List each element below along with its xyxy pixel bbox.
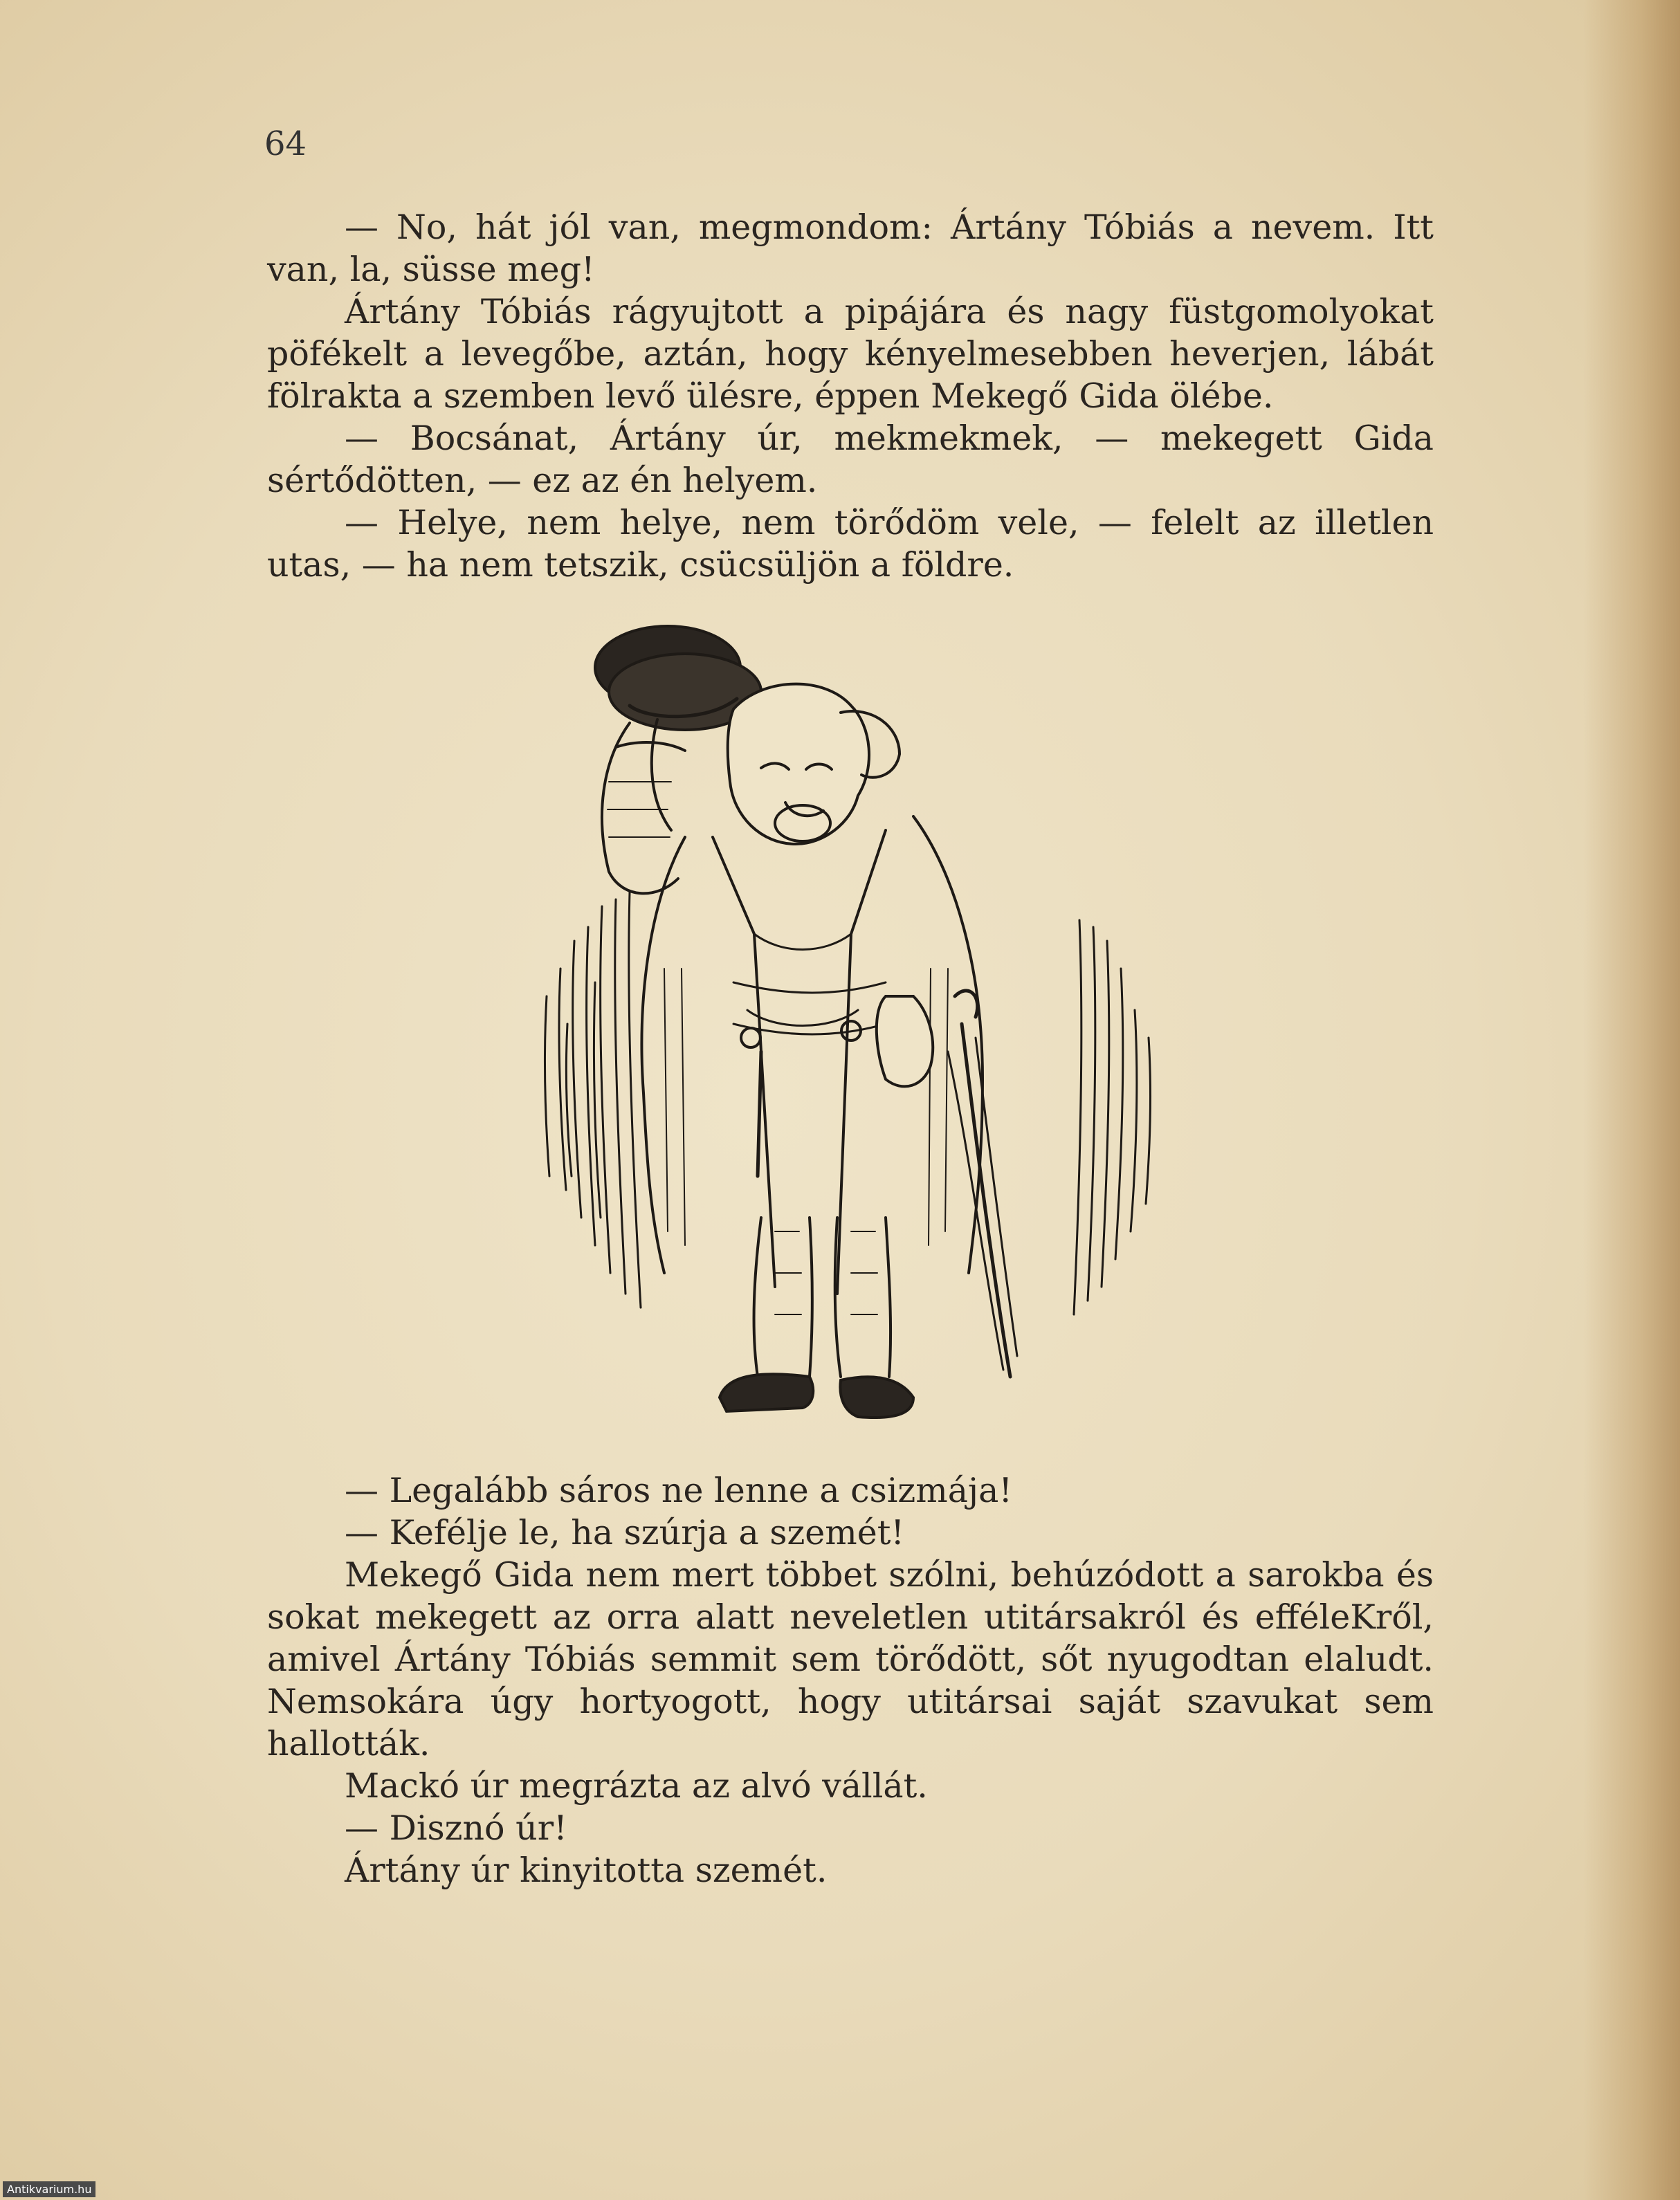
shoes [720,1374,913,1418]
flask [877,996,933,1086]
hatching-left [545,892,641,1308]
pig-gentleman-illustration [526,609,1176,1453]
raised-arm [602,719,685,893]
hatching-right [1074,920,1151,1314]
watermark: Antikvarium.hu [3,2181,95,2197]
paragraph: — Disznó úr! [345,1808,567,1848]
paragraph: Ártány úr kinyitotta szemét. [345,1851,828,1890]
paragraph: — No, hát jól van, megmondom: Ártány Tóbiás a nevem. Itt van, la, süsse meg! [267,208,1434,289]
paragraph: Mekegő Gida nem mert többet szólni, behúzódott a sarokba és sokat mekegett az orra alatt neveletlen utitársakról és efféleKről, amivel Ártány Tóbiás semmit sem törődött, sőt nyugodtan elaludt. Nemsokára úgy hortyogott, hogy utitársai saját szavukat sem hallották. [267,1555,1434,1763]
paragraph: Ártány Tóbiás rágyujtott a pipájára és nagy füstgomolyokat pöfékelt a levegőbe, aztán, hogy kényelmesebben heverjen, lábát fölrakta a szemben levő ülésre, éppen Mekegő Gida ölébe. [267,292,1434,416]
paragraph: — Kefélje le, ha szúrja a szemét! [345,1513,905,1552]
text-block-top [267,206,1434,586]
pig-head [728,684,900,844]
paragraph: — Bocsánat, Ártány úr, mekmekmek, — mekegett Gida sértődötten, — ez az én helyem. [267,419,1434,500]
paragraph: Mackó úr megrázta az alvó vállát. [345,1766,928,1806]
paragraph: — Legalább sáros ne lenne a csizmája! [345,1471,1013,1510]
page-edge-shading [1583,0,1680,2200]
text-block-bottom [267,1469,1434,1891]
legs [754,1218,891,1377]
page-number: 64 [264,125,307,163]
paragraph: — Helye, nem helye, nem törődöm vele, — felelt az illetlen utas, — ha nem tetszik, csücsüljön a földre. [267,503,1434,585]
